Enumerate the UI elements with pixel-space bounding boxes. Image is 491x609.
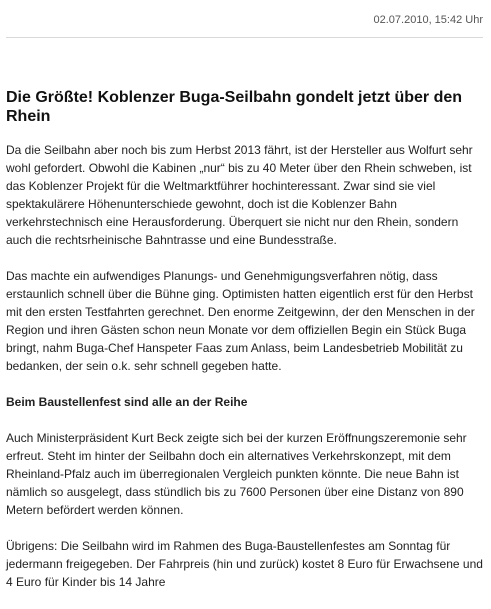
article-paragraph: Da die Seilbahn aber noch bis zum Herbst 2013 fährt, ist der Hersteller aus Wolfurt sehr wohl gefordert. Obwohl die Kabinen „nur“ bis zu 40 Meter über den Rhein schweben, ist das Koblenzer Projekt für die Weltmarktführer hochinteressant. Zwar sind sie viel spektakulärere Höhenunterschiede gewohnt, doch ist die Koblenzer Bahn verkehrstechnisch eine Herausforderung. Überquert sie nicht nur den Rhein, sondern auch die rechtsrheinische Bahntrasse und eine Bundesstraße. — [6, 143, 473, 247]
article-body — [6, 141, 486, 609]
article-timestamp: 02.07.2010, 15:42 Uhr — [373, 14, 483, 26]
header-divider — [6, 37, 483, 38]
article-paragraph: Das machte ein aufwendiges Planungs- und Genehmigungsverfahren nötig, dass erstaunlich schnell über die Bühne ging. Optimisten hatten eigentlich erst für den Herbst mit den ersten Testfahrten gerechnet. Den enorme Zeitgewinn, der den Menschen in der Region und ihren Gästen schon neun Monate vor dem offiziellen Begin ein Stück Buga bringt, nahm Buga-Chef Hanspeter Faas zum Anlass, beim Landesbetrieb Mobilität zu bedanken, der sein o.k. sehr schnell gegeben hatte. — [6, 269, 475, 373]
article-paragraph: Auch Ministerpräsident Kurt Beck zeigte sich bei der kurzen Eröffnungszeremonie sehr erfreut. Steht im hinter der Seilbahn doch ein alternatives Verkehrskonzept, mit dem Rheinland-Pfalz auch im überregionalen Vergleich punkten könnte. Die neue Bahn ist nämlich so ausgelegt, dass stündlich bis zu 7600 Personen über eine Distanz von 890 Metern befördert werden können. — [6, 431, 467, 517]
article-paragraph: Übrigens: Die Seilbahn wird im Rahmen des Buga-Baustellenfestes am Sonntag für jedermann freigegeben. Der Fahrpreis (hin und zurück) kostet 8 Euro für Erwachsene und 4 Euro für Kinder bis 14 Jahre — [6, 539, 483, 589]
article-subheading: Beim Baustellenfest sind alle an der Reihe — [6, 395, 248, 409]
article-headline: Die Größte! Koblenzer Buga-Seilbahn gondelt jetzt über den Rhein — [6, 89, 463, 125]
